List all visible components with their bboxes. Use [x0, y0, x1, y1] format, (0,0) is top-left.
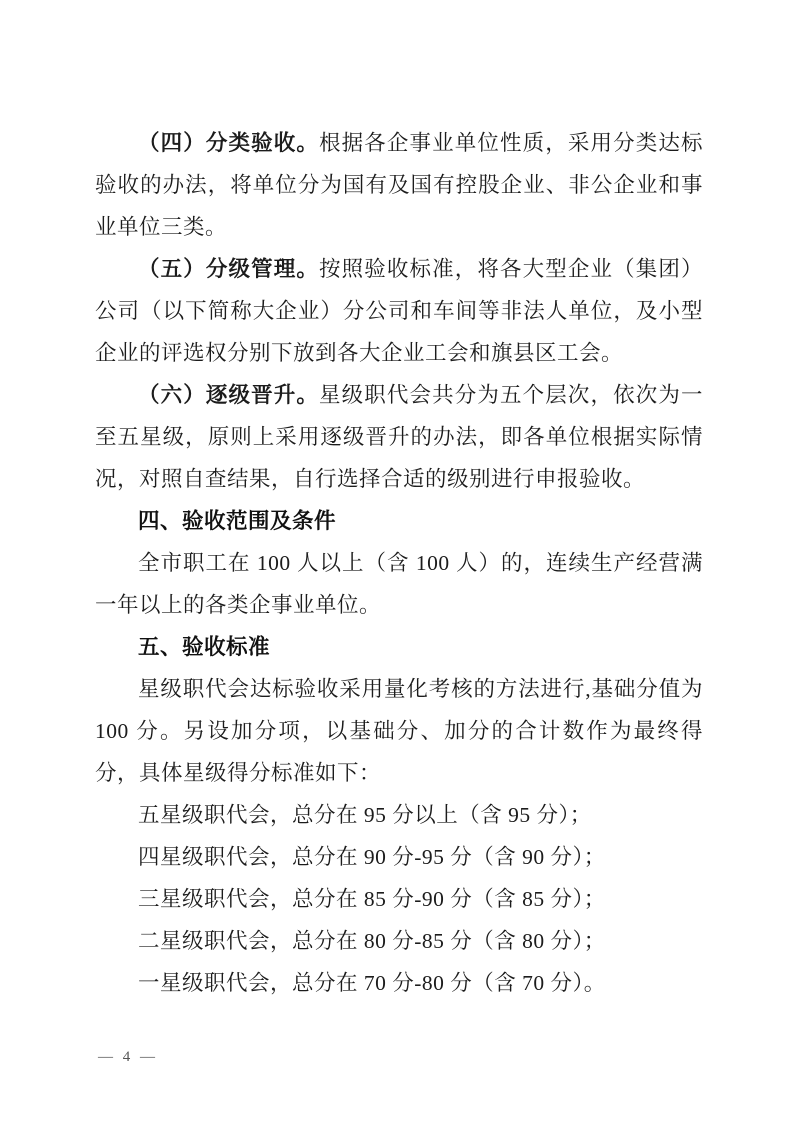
paragraph-body-text: 按照验收标准，将各大型企业（集团）公司（以下简称大企业）分公司和车间等非法人单位，及小型企业的评选权分别下放到各大企业工会和旗县区工会。	[95, 257, 703, 365]
paragraph-scope-body: 全市职工在 100 人以上（含 100 人）的，连续生产经营满一年以上的各类企事业单位。	[95, 551, 703, 617]
paragraph-lead-label: （六）逐级晋升。	[138, 383, 319, 407]
paragraph-lead-label: （四）分类验收。	[138, 131, 319, 155]
page-number: — 4 —	[98, 1049, 158, 1065]
paragraph-stepwise-promotion	[95, 374, 703, 500]
paragraph-body-text: 星级职代会共分为五个层次，依次为一至五星级，原则上采用逐级晋升的办法，即各单位根据实际情况，对照自查结果，自行选择合适的级别进行申报验收。	[95, 383, 703, 491]
star-level-line-4: 四星级职代会，总分在 90 分-95 分（含 90 分）；	[138, 845, 606, 869]
paragraph-standard-intro: 星级职代会达标验收采用量化考核的方法进行,基础分值为 100 分。另设加分项，以基础分、加分的合计数作为最终得分，具体星级得分标准如下：	[95, 677, 703, 785]
paragraph-body-text: 根据各企事业单位性质，采用分类达标验收的办法，将单位分为国有及国有控股企业、非公企业和事业单位三类。	[95, 131, 703, 239]
star-level-line-1: 一星级职代会，总分在 70 分-80 分（含 70 分）。	[138, 971, 606, 995]
section-heading-scope-conditions: 四、验收范围及条件	[138, 509, 337, 533]
star-level-line-5: 五星级职代会，总分在 95 分以上（含 95 分）；	[138, 803, 592, 827]
star-level-line-3: 三星级职代会，总分在 85 分-90 分（含 85 分）；	[138, 887, 606, 911]
paragraph-lead-label: （五）分级管理。	[138, 257, 319, 281]
page-footer	[98, 1047, 158, 1067]
star-level-line-2: 二星级职代会，总分在 80 分-85 分（含 80 分）；	[138, 929, 606, 953]
document-content	[95, 122, 703, 1004]
paragraph-tiered-management	[95, 248, 703, 374]
paragraph-classified-acceptance	[95, 122, 703, 248]
section-heading-acceptance-standard: 五、验收标准	[138, 635, 271, 659]
